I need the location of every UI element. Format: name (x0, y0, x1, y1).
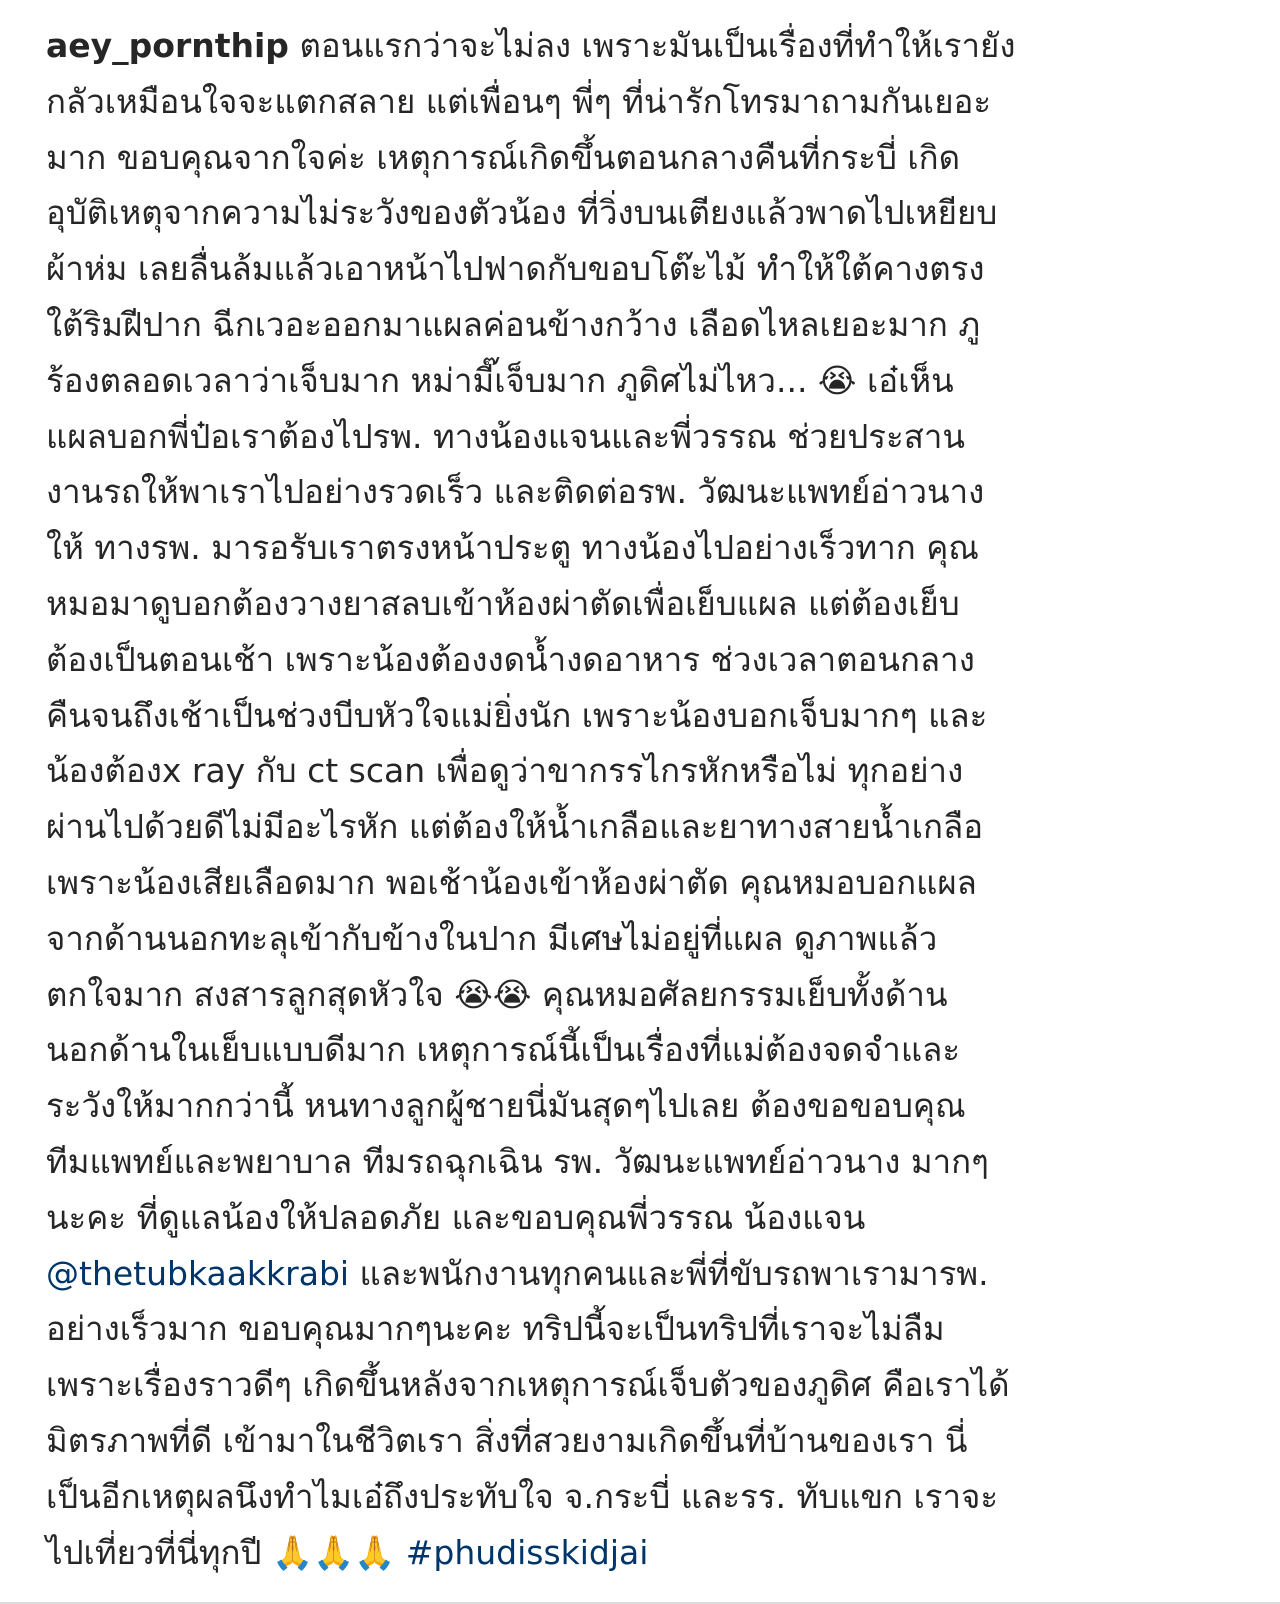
caption-line: มาก ขอบคุณจากใจค่ะ เหตุการณ์เกิดขึ้นตอนกลางคืนที่กระบี่ เกิด (46, 137, 961, 177)
caption-line-first (46, 18, 1256, 74)
caption-line: ผ้าห่ม เลยลื่นล้มแล้วเอาหน้าไปฟาดกับขอบโต๊ะไม้ ทำให้ใต้คางตรง (46, 249, 985, 289)
caption-line: เพราะเรื่องราวดีๆ เกิดขึ้นหลังจากเหตุการณ์เจ็บตัวของภูดิศ คือเราได้ (46, 1365, 1010, 1405)
caption-line: เพราะน้องเสียเลือดมาก พอเช้าน้องเข้าห้องผ่าตัด คุณหมอบอกแผล (46, 862, 977, 902)
caption-line: หมอมาดูบอกต้องวางยาสลบเข้าห้องผ่าตัดเพื่อเย็บแผล แต่ต้องเย็บ (46, 583, 960, 623)
caption-line: อุบัติเหตุจากความไม่ระวังของตัวน้อง ที่วิ่งบนเตียงแล้วพาดไปเหยียบ (46, 193, 998, 233)
caption-line: กลัวเหมือนใจจะแตกสลาย แต่เพื่อนๆ พี่ๆ ที่น่ารักโทรมาถามกันเยอะ (46, 81, 992, 121)
caption-line: ให้ ทางรพ. มารอรับเราตรงหน้าประตู ทางน้องไปอย่างเร็วทาก คุณ (46, 528, 979, 568)
caption-text: ไปเที่ยวที่นี่ทุกปี (46, 1532, 272, 1572)
caption-line: อย่างเร็วมาก ขอบคุณมากๆนะคะ ทริปนี้จะเป็นทริปที่เราจะไม่ลืม (46, 1309, 945, 1349)
caption-line: ต้องเป็นตอนเช้า เพราะน้องต้องงดน้ำงดอาหาร ช่วงเวลาตอนกลาง (46, 639, 975, 679)
caption-line: แผลบอกพี่ป๋อเราต้องไปรพ. ทางน้องแจนและพี่วรรณ ช่วยประสาน (46, 416, 965, 456)
caption-line: ผ่านไปด้วยดีไม่มีอะไรหัก แต่ต้องให้น้ำเกลือและยาทางสายน้ำเกลือ (46, 807, 984, 847)
caption-line: ตกใจมาก สงสารลูกสุดหัวใจ 😭😭 คุณหมอศัลยกรรมเย็บทั้งด้าน (46, 974, 948, 1014)
caption-line: มิตรภาพที่ดี เข้ามาในชีวิตเรา สิ่งที่สวยงามเกิดขึ้นที่บ้านของเรา นี่ (46, 1420, 968, 1460)
post-caption (46, 18, 1256, 1580)
caption-text: ตอนแรกว่าจะไม่ลง เพราะมันเป็นเรื่องที่ทำให้เรายัง (299, 26, 1016, 65)
caption-line: จากด้านนอกทะลุเข้ากับข้างในปาก มีเศษไม่อยู่ที่แผล ดูภาพแล้ว (46, 918, 938, 958)
mention-link[interactable]: @thetubkaakkrabi (46, 1253, 350, 1293)
caption-line: ระวังให้มากกว่านี้ หนทางลูกผู้ชายนี่มันสุดๆไปเลย ต้องขอขอบคุณ (46, 1086, 966, 1126)
hashtag-link[interactable]: #phudisskidjai (405, 1532, 649, 1572)
caption-line-mention (46, 1246, 1256, 1302)
caption-line: นะคะ ที่ดูแลน้องให้ปลอดภัย และขอบคุณพี่วรรณ น้องแจน (46, 1197, 866, 1237)
folded-hands-emoji-icon: 🙏🙏🙏 (271, 1532, 396, 1572)
caption-line: เป็นอีกเหตุผลนึงทำไมเอ๋ถึงประทับใจ จ.กระบี่ และรร. ทับแขก เราจะ (46, 1476, 999, 1516)
caption-line: ทีมแพทย์และพยาบาล ทีมรถฉุกเฉิน รพ. วัฒนะแพทย์อ่าวนาง มากๆ (46, 1141, 989, 1181)
caption-line: ร้องตลอดเวลาว่าเจ็บมาก หม่ามี๊เจ็บมาก ภูดิศไม่ไหว... 😭 เอ๋เห็น (46, 360, 954, 400)
caption-text: และพนักงานทุกคนและพี่ที่ขับรถพาเรามารพ. (349, 1253, 989, 1293)
caption-line: น้องต้องx ray กับ ct scan เพื่อดูว่าขากรรไกรหักหรือไม่ ทุกอย่าง (46, 751, 964, 791)
caption-line: คืนจนถึงเช้าเป็นช่วงบีบหัวใจแม่ยิ่งนัก เพราะน้องบอกเจ็บมากๆ และ (46, 695, 988, 735)
caption-line-last (46, 1525, 1256, 1581)
caption-line: ใต้ริมฝีปาก ฉีกเวอะออกมาแผลค่อนข้างกว้าง เลือดไหลเยอะมาก ภู (46, 304, 981, 344)
caption-line: งานรถให้พาเราไปอย่างรวดเร็ว และติดต่อรพ. วัฒนะแพทย์อ่าวนาง (46, 472, 985, 512)
username-link[interactable]: aey_pornthip (46, 26, 289, 65)
caption-line: นอกด้านในเย็บแบบดีมาก เหตุการณ์นี้เป็นเรื่องที่แม่ต้องจดจำและ (46, 1030, 961, 1070)
